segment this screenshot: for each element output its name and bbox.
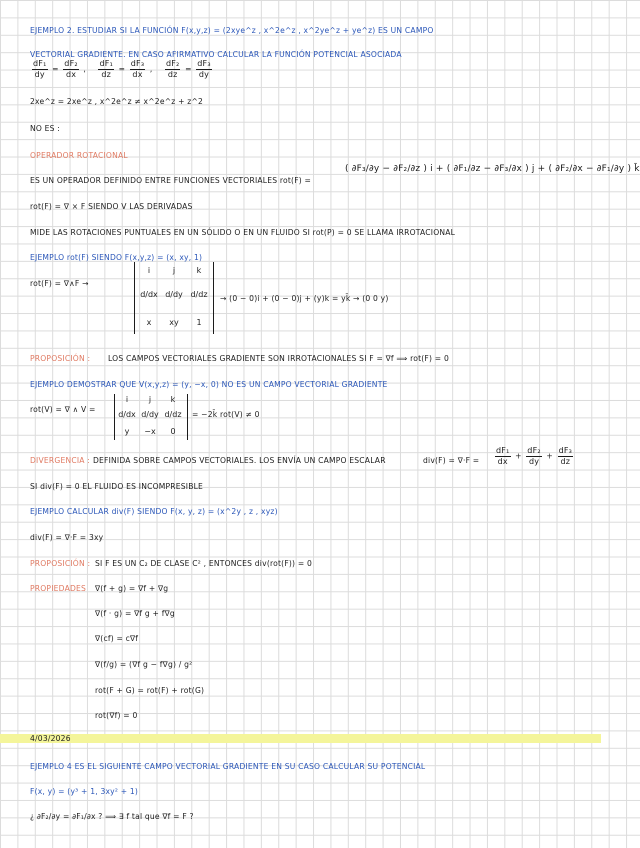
example-4-statement: EJEMPLO 4 ES EL SIGUIENTE CAMPO VECTORIAL GRADIENTE EN SU CASO CALCULAR SU POTENCIAL	[30, 762, 426, 771]
property-gradient-product: ∇(f · g) = ∇f g + f∇g	[95, 609, 175, 618]
irrotational-definition: MIDE LAS ROTACIONES PUNTUALES EN UN SÓLIDO O EN UN FLUIDO SI rot(P) = 0 SE LLAMA IRROTACIONAL	[30, 228, 456, 237]
property-rot-gradient: rot(∇f) = 0	[95, 711, 138, 720]
frac-a2: $\frac{\text{dF₂}}{dx}$	[64, 59, 78, 79]
example-4-field: F(x, y) = (y³ + 1, 3xy² + 1)	[30, 787, 139, 796]
rot-nabla-cross: rot(F) = ∇ × F SIENDO V LAS DERIVADAS	[30, 202, 193, 211]
m1-ddx: d/dx	[140, 290, 158, 299]
divergence-fractions: $\frac{\text{dF₁}}{dx}$ + $\frac{\text{dF₂}}{dy}$ + $\frac{\text{dF₃}}{dz}$	[496, 446, 573, 466]
curl-determinant-1	[134, 262, 214, 334]
proposition-div-rot: SI F ES UN C₂ DE CLASE C² , ENTONCES div(rot(F)) = 0	[95, 559, 313, 568]
proposition-label-2: PROPOSICIÓN :	[30, 559, 91, 568]
property-rot-sum: rot(F + G) = rot(F) + rot(G)	[95, 686, 205, 695]
rot-v: rot(V) = ∇ ∧ V =	[30, 405, 96, 414]
properties-label: PROPIEDADES	[30, 584, 87, 593]
m2-j: j	[148, 395, 152, 404]
m2-0: 0	[170, 427, 176, 436]
m2-k: k	[170, 395, 176, 404]
date-heading: 4/03/2026	[30, 734, 71, 743]
divergence-label: DIVERGENCIA :	[30, 456, 91, 465]
m2-minus-x: −x	[144, 427, 156, 436]
frac-c1: $\frac{\text{dF₂}}{dz}$	[165, 59, 180, 79]
gradient-condition-row: $\frac{\text{dF₁}}{dy}$ = $\frac{\text{dF₂}}{dx}$ , $\frac{\text{dF₁}}{dz}$ = $\frac{\text{dF₃}}{dx}$ , $\frac{\text{dF₂}}{dz}$ = $\frac{\text{dF₃}}{dy}$	[33, 59, 211, 79]
property-gradient-scalar: ∇(cf) = c∇f	[95, 634, 139, 643]
curl-formula: ( ∂F₃/∂y − ∂F₂/∂z ) i + ( ∂F₁/∂z − ∂F₃/∂x ) j + ( ∂F₂/∂x − ∂F₁/∂y ) k̄	[345, 164, 640, 174]
partial-derivative-comparison: 2xe^z = 2xe^z , x^2e^z ≠ x^2e^z + z^2	[30, 97, 204, 106]
curl-result-2: = −2k̄ rot(V) ≠ 0	[192, 410, 260, 419]
curl-result-1: → (0 − 0)i + (0 − 0)j + (y)k = yk̄ → (0 0 y)	[220, 294, 389, 303]
example-2-statement: EJEMPLO 2. ESTUDIAR SI LA FUNCIÓN F(x,y,z) = (2xye^z , x^2e^z , x^2ye^z + ye^z) ES UN CAMPO	[30, 26, 434, 35]
curl-determinant-2	[114, 394, 188, 440]
m1-1: 1	[196, 318, 202, 327]
proposition-gradient-irrotational: LOS CAMPOS VECTORIALES GRADIENTE SON IRROTACIONALES SI F = ∇f ⟹ rot(F) = 0	[108, 354, 449, 363]
rotational-definition: ES UN OPERADOR DEFINIDO ENTRE FUNCIONES VECTORIALES rot(F) =	[30, 176, 312, 185]
frac-c2: $\frac{\text{dF₃}}{dy}$	[197, 59, 211, 79]
not-gradient-conclusion: NO ES :	[30, 124, 61, 133]
divergence-result: div(F) = ∇·F = 3xy	[30, 533, 104, 542]
property-gradient-sum: ∇(f + g) = ∇f + ∇g	[95, 584, 169, 593]
m1-i: i	[147, 266, 151, 275]
m2-i: i	[125, 395, 129, 404]
m1-ddz: d/dz	[190, 290, 208, 299]
m1-xy: xy	[169, 318, 179, 327]
date-highlight	[0, 734, 601, 743]
property-gradient-quotient: ∇(f/g) = (∇f g − f∇g) / g²	[95, 660, 193, 669]
section-heading-rotational: OPERADOR ROTACIONAL	[30, 151, 128, 160]
m1-ddy: d/dy	[165, 290, 183, 299]
m2-ddy: d/dy	[141, 410, 159, 419]
divergence-formula: div(F) = ∇·F =	[423, 456, 480, 465]
example-demonstrate: EJEMPLO DEMOSTRAR QUE V(x,y,z) = (y, −x, 0) NO ES UN CAMPO VECTORIAL GRADIENTE	[30, 380, 388, 389]
incompressible-fluid: SI div(F) = 0 EL FLUIDO ES INCOMPRESIBLE	[30, 482, 204, 491]
proposition-label-1: PROPOSICIÓN :	[30, 354, 91, 363]
divergence-definition: DEFINIDA SOBRE CAMPOS VECTORIALES. LOS ENVÍA UN CAMPO ESCALAR	[93, 456, 386, 465]
rot-wedge: rot(F) = ∇∧F →	[30, 279, 89, 288]
example-rot: EJEMPLO rot(F) SIENDO F(x,y,z) = (x, xy, 1)	[30, 253, 203, 262]
m1-x: x	[146, 318, 152, 327]
example-4-question: ¿ ∂F₂/∂y = ∂F₁/∂x ? ⟹ ∃ f tal que ∇f = F ?	[30, 812, 194, 821]
frac-a1: $\frac{\text{dF₁}}{dy}$	[33, 59, 47, 79]
m1-j: j	[172, 266, 176, 275]
frac-b1: $\frac{\text{dF₁}}{dz}$	[99, 59, 113, 79]
m2-ddx: d/dx	[118, 410, 136, 419]
m1-k: k	[196, 266, 202, 275]
example-divergence: EJEMPLO CALCULAR div(F) SIENDO F(x, y, z) = (x^2y , z , xyz)	[30, 507, 278, 516]
m2-ddz: d/dz	[164, 410, 182, 419]
m2-y: y	[124, 427, 130, 436]
frac-b2: $\frac{\text{dF₃}}{dx}$	[130, 59, 145, 79]
example-2-statement-cont: VECTORIAL GRADIENTE. EN CASO AFIRMATIVO CALCULAR LA FUNCIÓN POTENCIAL ASOCIADA	[30, 50, 402, 59]
